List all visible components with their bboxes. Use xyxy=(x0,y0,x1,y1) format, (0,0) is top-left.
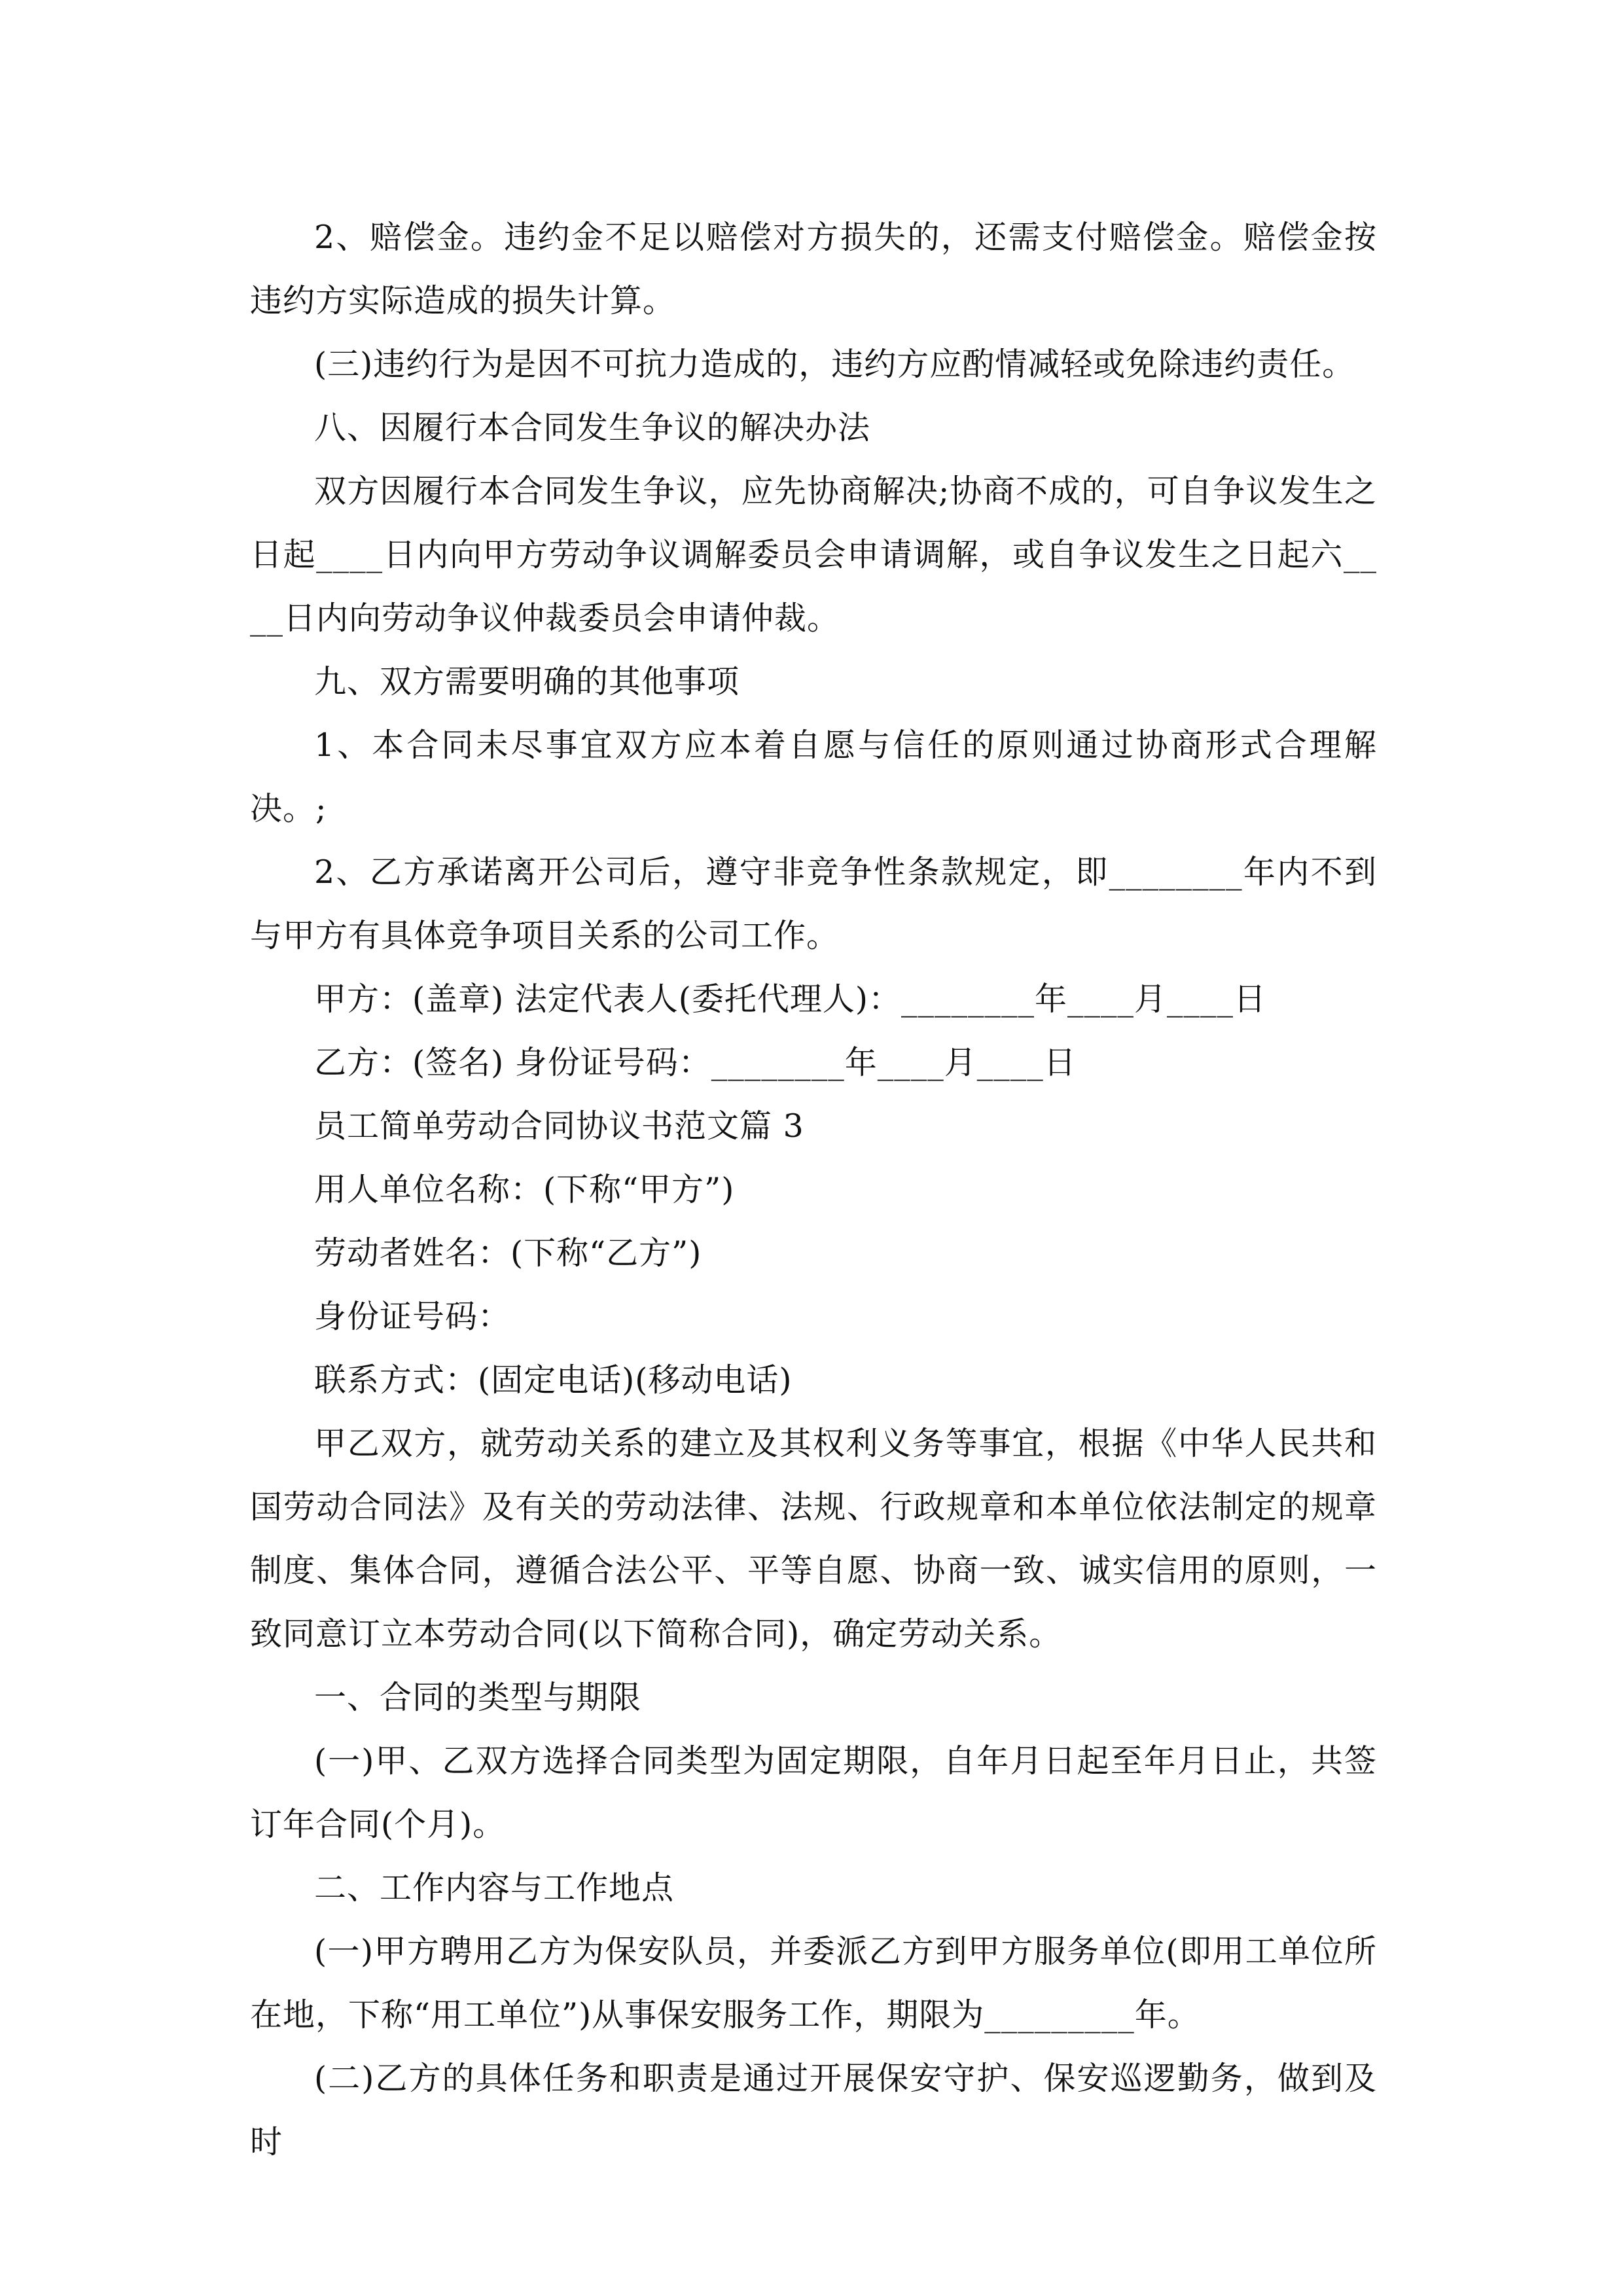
paragraph: 甲乙双方，就劳动关系的建立及其权利义务等事宜，根据《中华人民共和国劳动合同法》及有关的劳动法律、法规、行政规章和本单位依法制定的规章制度、集体合同，遵循合法公平、平等自愿、协商一致、诚实信用的原则，一致同意订立本劳动合同(以下简称合同)，确定劳动关系。 xyxy=(250,1425,1377,1653)
paragraph: 1、本合同未尽事宜双方应本着自愿与信任的原则通过协商形式合理解决。; xyxy=(250,726,1377,827)
employee-name-line: 劳动者姓名：(下称“乙方”) xyxy=(314,1234,702,1272)
paragraph: 双方因履行本合同发生争议，应先协商解决;协商不成的，可自争议发生之日起____日内向甲方劳动争议调解委员会申请调解，或自争议发生之日起六____日内向劳动争议仲裁委员会申请仲裁。 xyxy=(250,473,1377,637)
paragraph: 2、乙方承诺离开公司后，遵守非竞争性条款规定，即________年内不到与甲方有具体竞争项目关系的公司工作。 xyxy=(250,853,1377,954)
paragraph: (二)乙方的具体任务和职责是通过开展保安守护、保安巡逻勤务，做到及时 xyxy=(250,2060,1377,2161)
section-heading: 八、因履行本合同发生争议的解决办法 xyxy=(314,409,871,446)
paragraph: (三)违约行为是因不可抗力造成的，违约方应酌情减轻或免除违约责任。 xyxy=(314,346,1355,383)
employer-name-line: 用人单位名称：(下称“甲方”) xyxy=(314,1171,735,1208)
signature-line-party-b: 乙方：(签名) 身份证号码：________年____月____日 xyxy=(314,1044,1077,1081)
paragraph: 2、赔偿金。违约金不足以赔偿对方损失的，还需支付赔偿金。赔偿金按违约方实际造成的损失计算。 xyxy=(250,219,1377,319)
paragraph: (一)甲方聘用乙方为保安队员，并委派乙方到甲方服务单位(即用工单位所在地，下称“用工单位”)从事保安服务工作，期限为_________年。 xyxy=(250,1933,1377,2034)
document-body xyxy=(250,206,1377,2174)
section-heading: 一、合同的类型与期限 xyxy=(314,1679,642,1716)
paragraph: (一)甲、乙双方选择合同类型为固定期限，自年月日起至年月日止，共签订年合同(个月)。 xyxy=(250,1742,1377,1843)
signature-line-party-a: 甲方：(盖章) 法定代表人(委托代理人)：________年____月____日 xyxy=(314,980,1267,1018)
contact-line: 联系方式：(固定电话)(移动电话) xyxy=(314,1361,793,1399)
section-heading: 九、双方需要明确的其他事项 xyxy=(314,663,740,700)
id-number-line: 身份证号码： xyxy=(314,1298,511,1335)
section-heading: 二、工作内容与工作地点 xyxy=(314,1869,675,1907)
document-subtitle: 员工简单劳动合同协议书范文篇 3 xyxy=(314,1107,804,1145)
